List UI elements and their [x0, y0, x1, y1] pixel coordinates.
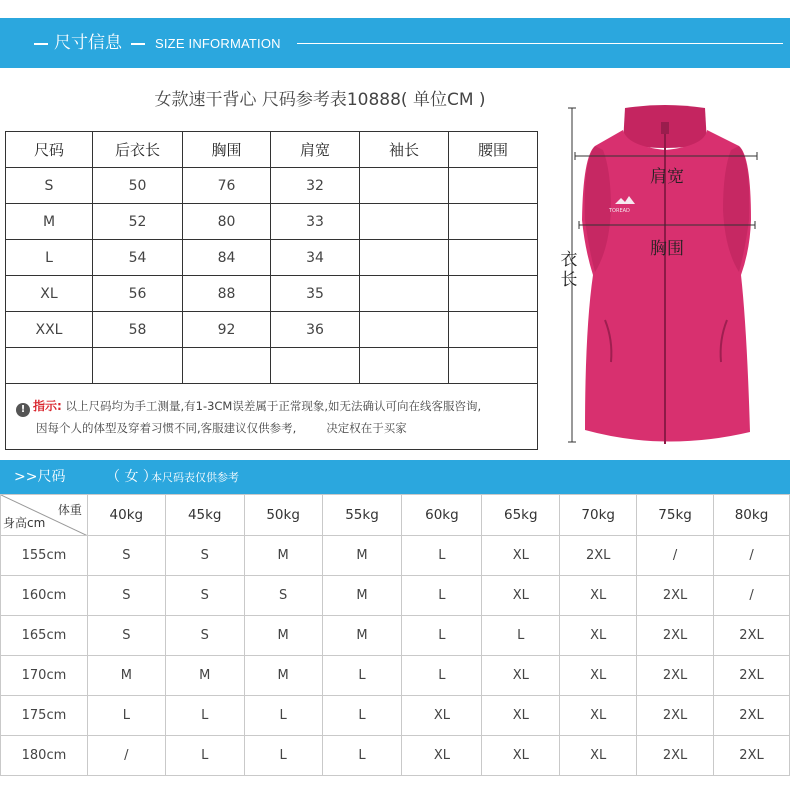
size-cell: 54: [93, 240, 183, 276]
recommended-size-cell: S: [87, 616, 165, 656]
header-cell: 腰围: [449, 132, 538, 168]
recommended-size-cell: S: [87, 536, 165, 576]
recommended-size-cell: 2XL: [637, 616, 714, 656]
note-line-2: 因每个人的体型及穿着习惯不同,客服建议仅供参考,: [36, 420, 297, 435]
recommended-size-cell: M: [244, 616, 322, 656]
weight-header-cell: 40kg: [87, 495, 165, 536]
size-cell: 80: [183, 204, 271, 240]
weight-header-cell: 65kg: [482, 495, 560, 536]
recommended-size-cell: 2XL: [637, 696, 714, 736]
recommended-size-cell: XL: [482, 696, 560, 736]
recommended-size-cell: M: [322, 576, 402, 616]
recommended-size-cell: S: [244, 576, 322, 616]
header-cell: 尺码: [6, 132, 93, 168]
size-chart-title: 女款速干背心 尺码参考表10888( 单位CM ): [154, 90, 486, 110]
reference-note: 本尺码表仅供参考: [151, 471, 239, 484]
height-weight-size-table: [0, 494, 790, 776]
size-cell: 56: [93, 276, 183, 312]
height-cell: 165cm: [1, 616, 88, 656]
size-cell: [6, 348, 93, 384]
size-cell: [271, 348, 360, 384]
section-banner: [0, 18, 790, 68]
size-cell: [449, 240, 538, 276]
size-cell: [360, 168, 449, 204]
height-cell: 175cm: [1, 696, 88, 736]
size-guide-bar: [0, 460, 790, 494]
size-cell: 34: [271, 240, 360, 276]
note-line-2b: 决定权在于买家: [326, 420, 407, 435]
chest-label: 胸围: [650, 239, 684, 259]
size-cell: 92: [183, 312, 271, 348]
note-line-1: 以上尺码均为手工测量,有1-3CM误差属于正常现象,如无法确认可向在线客服咨询,: [65, 398, 482, 413]
recommended-size-cell: XL: [560, 736, 637, 776]
recommended-size-cell: 2XL: [714, 736, 790, 776]
height-row: [1, 616, 790, 656]
height-row: [1, 536, 790, 576]
measurement-note: [16, 395, 537, 439]
size-cell: 35: [271, 276, 360, 312]
recommended-size-cell: XL: [402, 736, 482, 776]
height-cell: 180cm: [1, 736, 88, 776]
height-cell: 155cm: [1, 536, 88, 576]
recommended-size-cell: M: [87, 656, 165, 696]
size-cell: [93, 348, 183, 384]
size-row: [6, 204, 538, 240]
size-table-header: [6, 132, 538, 168]
size-cell: [449, 348, 538, 384]
shoulder-width-label: 肩宽: [650, 167, 684, 187]
recommended-size-cell: /: [637, 536, 714, 576]
size-cell: [360, 240, 449, 276]
recommended-size-cell: S: [165, 616, 244, 656]
recommended-size-cell: XL: [482, 536, 560, 576]
recommended-size-cell: L: [402, 576, 482, 616]
header-cell: 后衣长: [93, 132, 183, 168]
size-row: [6, 276, 538, 312]
size-cell: [449, 276, 538, 312]
note-cell: [6, 384, 538, 450]
banner-dash-left: [34, 43, 48, 45]
recommended-size-cell: XL: [560, 656, 637, 696]
recommended-size-cell: XL: [560, 696, 637, 736]
weight-header-cell: 80kg: [714, 495, 790, 536]
height-row: [1, 696, 790, 736]
weight-header-cell: 75kg: [637, 495, 714, 536]
header-cell: 袖长: [360, 132, 449, 168]
height-cell: 160cm: [1, 576, 88, 616]
recommended-size-cell: L: [402, 616, 482, 656]
corner-height-label: 身高cm: [3, 516, 46, 530]
corner-weight-label: 体重: [57, 503, 82, 517]
size-cell: 58: [93, 312, 183, 348]
size-row: [6, 312, 538, 348]
recommended-size-cell: L: [165, 696, 244, 736]
height-row: [1, 736, 790, 776]
recommended-size-cell: S: [87, 576, 165, 616]
size-cell: S: [6, 168, 93, 204]
recommended-size-cell: S: [165, 536, 244, 576]
recommended-size-cell: /: [714, 536, 790, 576]
size-cell: [449, 312, 538, 348]
banner-dash-right: [131, 43, 145, 45]
recommended-size-cell: XL: [482, 656, 560, 696]
note-row: [6, 384, 538, 450]
size-cell: XL: [6, 276, 93, 312]
weight-header-cell: 70kg: [560, 495, 637, 536]
recommended-size-cell: M: [322, 536, 402, 576]
vest-image: [555, 100, 780, 455]
recommended-size-cell: XL: [560, 576, 637, 616]
size-measurement-table: [5, 131, 538, 450]
size-cell: L: [6, 240, 93, 276]
recommended-size-cell: 2XL: [637, 736, 714, 776]
recommended-size-cell: L: [244, 696, 322, 736]
height-row: [1, 576, 790, 616]
vest-illustration: [555, 100, 780, 455]
recommended-size-cell: L: [482, 616, 560, 656]
recommended-size-cell: M: [244, 656, 322, 696]
size-cell: M: [6, 204, 93, 240]
size-cell: [449, 204, 538, 240]
size-cell: XXL: [6, 312, 93, 348]
size-cell: [183, 348, 271, 384]
recommended-size-cell: /: [714, 576, 790, 616]
size-cell: 52: [93, 204, 183, 240]
recommended-size-cell: S: [165, 576, 244, 616]
recommended-size-cell: /: [87, 736, 165, 776]
recommended-size-cell: XL: [402, 696, 482, 736]
recommended-size-cell: L: [165, 736, 244, 776]
note-label: 指示:: [33, 398, 62, 413]
banner-title-en: SIZE INFORMATION: [155, 36, 281, 51]
size-row: [6, 240, 538, 276]
recommended-size-cell: L: [322, 656, 402, 696]
banner-rule: [297, 43, 783, 44]
size-cell: 84: [183, 240, 271, 276]
recommended-size-cell: L: [244, 736, 322, 776]
size-cell: [449, 168, 538, 204]
weight-header-cell: 60kg: [402, 495, 482, 536]
size-row: [6, 168, 538, 204]
weight-header-cell: 45kg: [165, 495, 244, 536]
recommended-size-cell: XL: [560, 616, 637, 656]
size-cell: 88: [183, 276, 271, 312]
size-cell: 32: [271, 168, 360, 204]
recommended-size-cell: M: [165, 656, 244, 696]
recommended-size-cell: 2XL: [714, 616, 790, 656]
recommended-size-cell: L: [322, 696, 402, 736]
recommended-size-cell: L: [402, 656, 482, 696]
length-label: 衣长: [560, 250, 578, 290]
size-cell: [360, 348, 449, 384]
vest-logo-text: TOREAD: [609, 208, 630, 214]
recommended-size-cell: M: [244, 536, 322, 576]
size-cell: 36: [271, 312, 360, 348]
size-cell: 76: [183, 168, 271, 204]
size-cell: 33: [271, 204, 360, 240]
gender-label: （ 女 ）: [106, 469, 157, 485]
recommended-size-cell: L: [402, 536, 482, 576]
size-row: [6, 348, 538, 384]
weight-header-cell: 50kg: [244, 495, 322, 536]
height-row: [1, 656, 790, 696]
size-cell: [360, 276, 449, 312]
height-cell: 170cm: [1, 656, 88, 696]
recommended-size-cell: XL: [482, 576, 560, 616]
size-cell: [360, 312, 449, 348]
header-cell: 肩宽: [271, 132, 360, 168]
weight-header-cell: 55kg: [322, 495, 402, 536]
recommended-size-cell: L: [322, 736, 402, 776]
recommended-size-cell: XL: [482, 736, 560, 776]
info-icon: !: [16, 403, 30, 417]
recommended-size-cell: L: [87, 696, 165, 736]
recommended-size-cell: 2XL: [560, 536, 637, 576]
size-cell: [360, 204, 449, 240]
size-cell: 50: [93, 168, 183, 204]
size-guide-label: >>尺码: [14, 469, 66, 485]
banner-title-cn: 尺寸信息: [54, 33, 122, 53]
corner-cell: [1, 495, 88, 536]
recommended-size-cell: 2XL: [637, 576, 714, 616]
recommended-size-cell: 2XL: [714, 656, 790, 696]
recommended-size-cell: 2XL: [714, 696, 790, 736]
recommended-size-cell: M: [322, 616, 402, 656]
header-cell: 胸围: [183, 132, 271, 168]
weight-header-row: [1, 495, 790, 536]
recommended-size-cell: 2XL: [637, 656, 714, 696]
